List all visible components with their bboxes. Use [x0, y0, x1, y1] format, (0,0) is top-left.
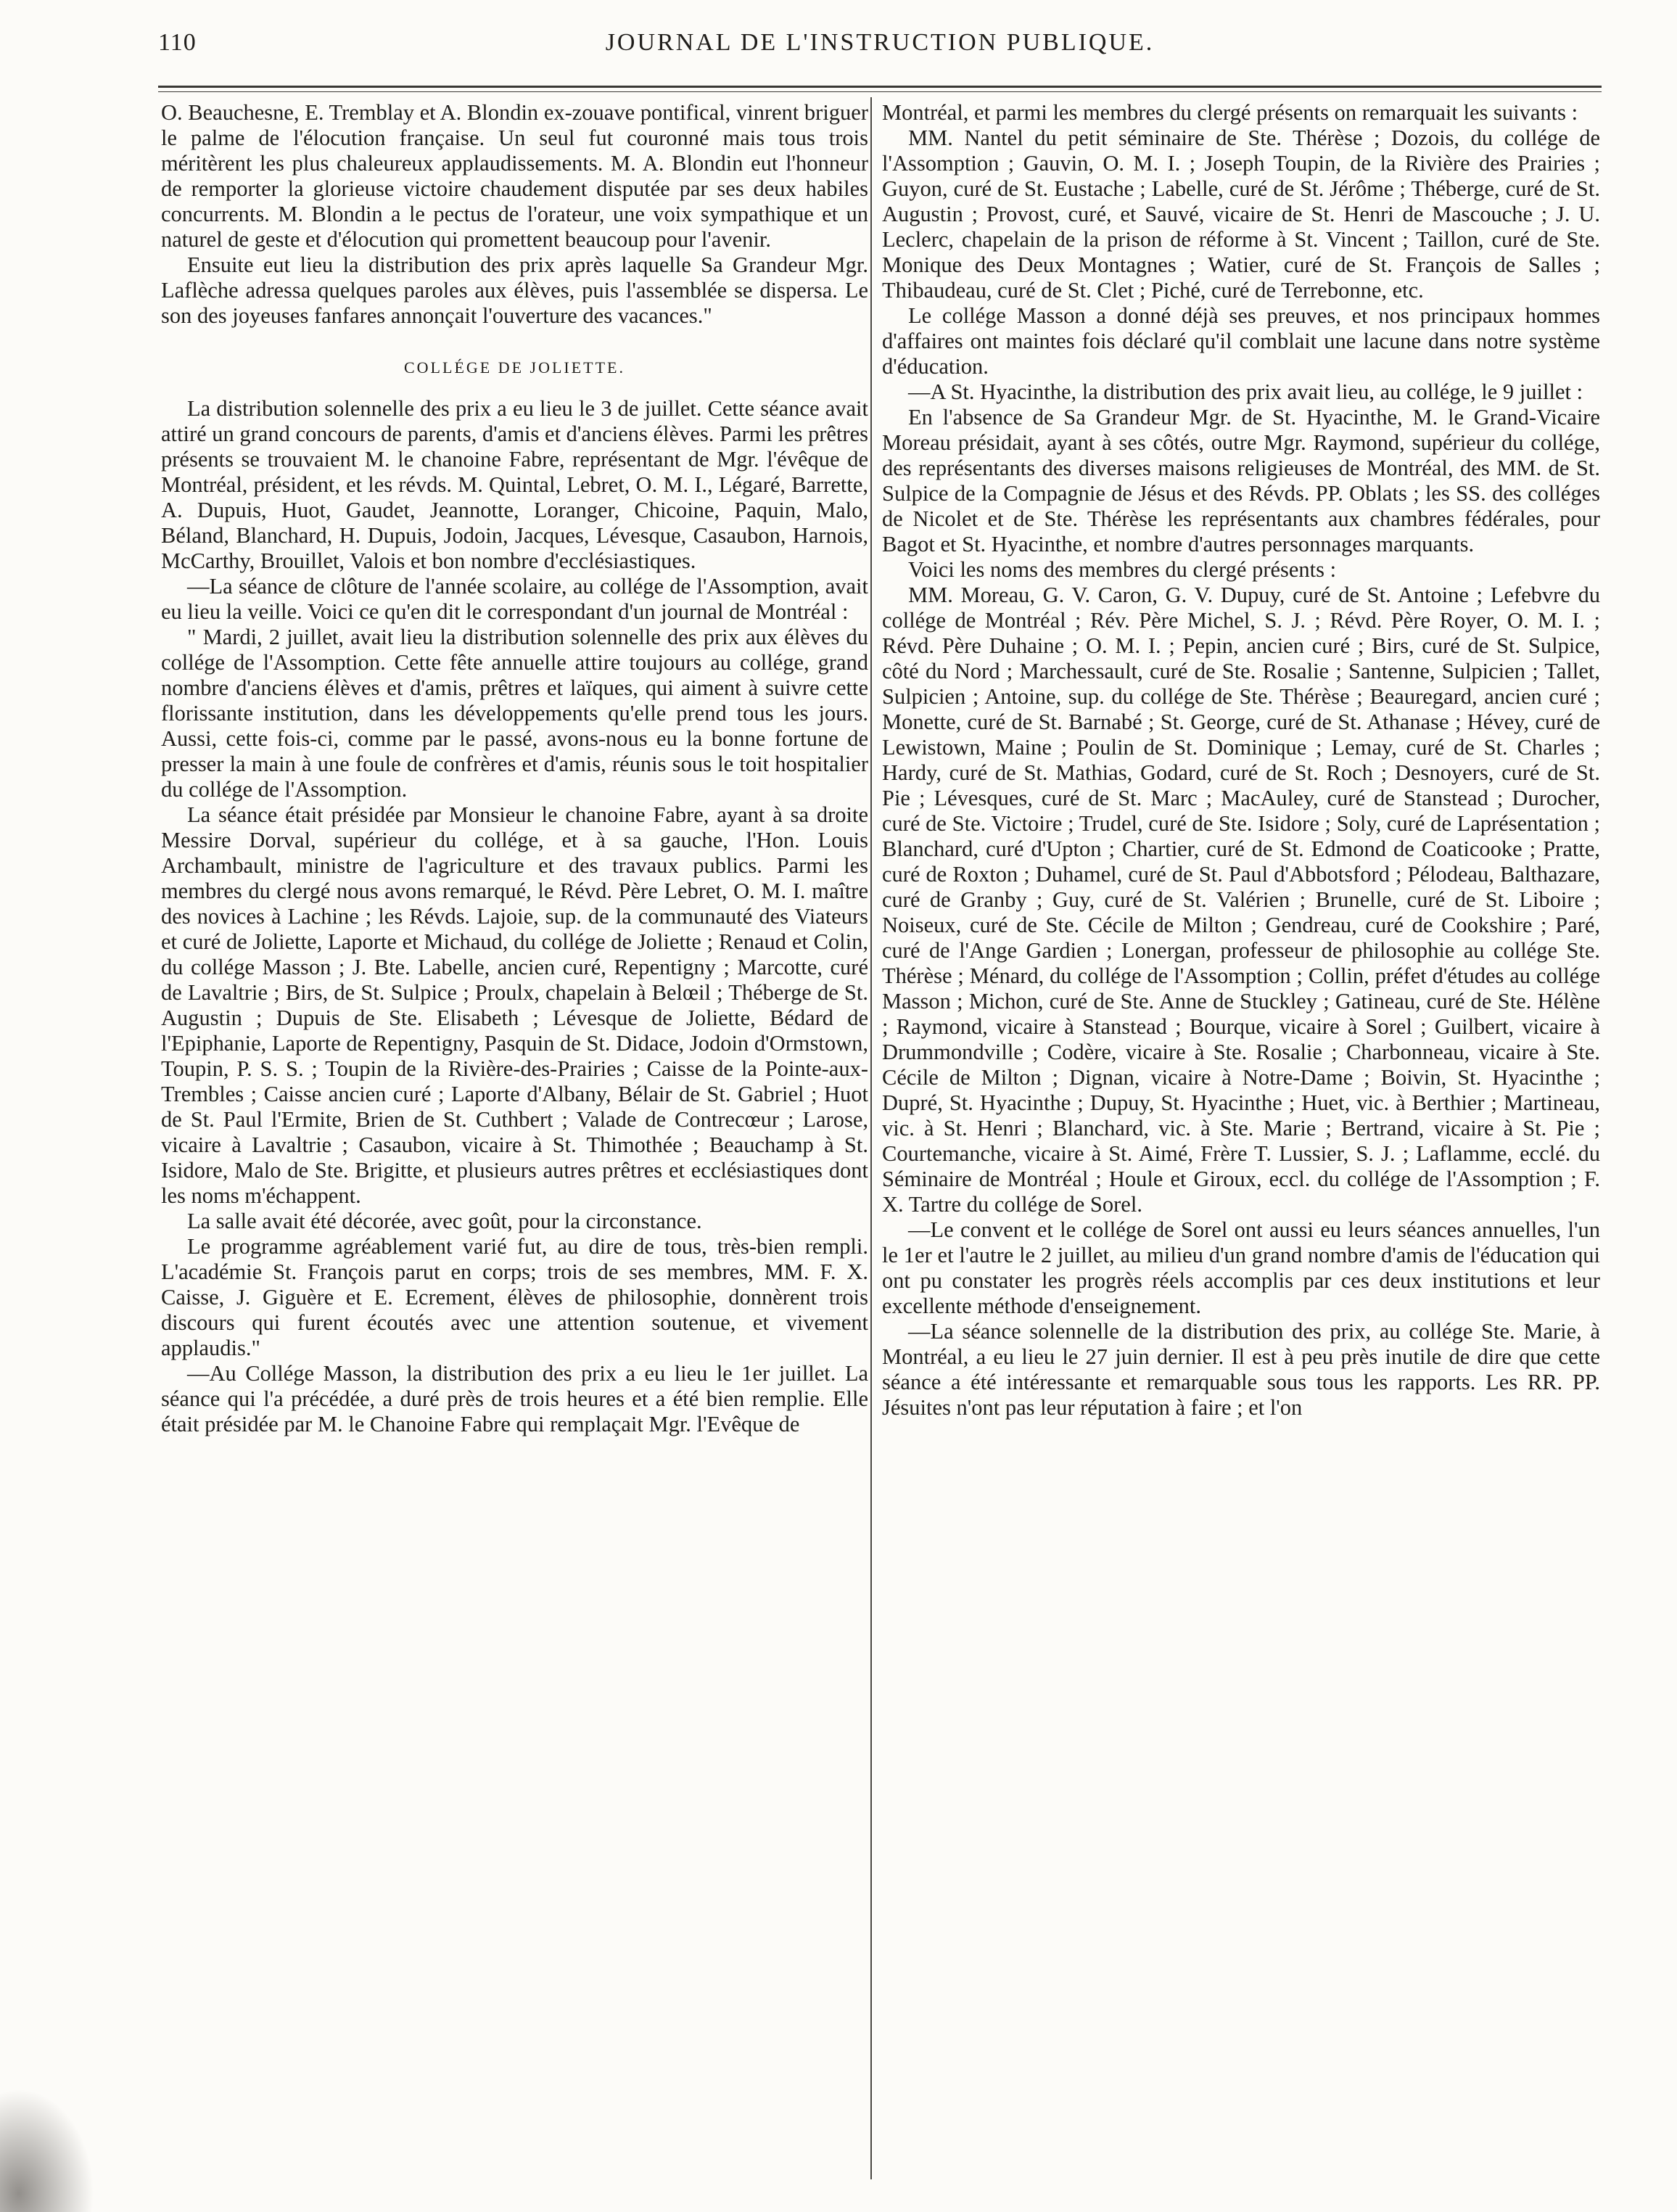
scan-smudge	[0, 2089, 94, 2212]
paragraph: —La séance de clôture de l'année scolaire, au collége de l'Assomption, avait eu lieu la veille. Voici ce qu'en dit le correspondant d'un journal de Montréal :	[161, 574, 868, 624]
paragraph: Le collége Masson a donné déjà ses preuves, et nos principaux hommes d'affaires ont maintes fois déclaré qu'il comblait une lacune dans notre système d'éducation.	[882, 303, 1600, 379]
paragraph: —Au Collége Masson, la distribution des prix a eu lieu le 1er juillet. La séance qui l'a précédée, a duré près de trois heures et a été bien remplie. Elle était présidée par M. le Chanoine Fabre qui remplaçait Mgr. l'Evêque de	[161, 1361, 868, 1436]
paragraph: MM. Nantel du petit séminaire de Ste. Thérèse ; Dozois, du collége de l'Assomption ; Gauvin, O. M. I. ; Joseph Toupin, de la Rivière des Prairies ; Guyon, curé de St. Eustache ; Labelle, curé de St. Jérôme ; Théberge, curé de St. Augustin ; Provost, curé, et Sauvé, vicaire de St. Henri de Mascouche ; J. U. Leclerc, chapelain de la prison de réforme à St. Vincent ; Taillon, curé de Ste. Monique des Deux Montagnes ; Watier, curé de St. François de Salles ; Thibaudeau, curé de St. Clet ; Piché, curé de Terrebonne, etc.	[882, 126, 1600, 303]
page-number: 110	[158, 29, 197, 56]
journal-title: JOURNAL DE L'INSTRUCTION PUBLIQUE.	[605, 29, 1155, 56]
paragraph: La séance était présidée par Monsieur le chanoine Fabre, ayant à sa droite Messire Dorval, supérieur du collége, et à sa gauche, l'Hon. Louis Archambault, ministre de l'agriculture et des travaux publics. Parmi les membres du clergé nous avons remarqué, le Révd. Père Lebret, O. M. I. maître des novices à Lachine ; les Révds. Lajoie, sup. de la communauté des Viateurs et curé de Joliette, Laporte et Michaud, du collége de Joliette ; Renaud et Colin, du collége Masson ; J. Bte. Labelle, ancien curé, Repentigny ; Marcotte, curé de Lavaltrie ; Birs, de St. Sulpice ; Proulx, chapelain à Belœil ; Théberge de St. Augustin ; Dupuis de Ste. Elisabeth ; Lévesque de Joliette, Bédard de l'Epiphanie, Laporte de Repentigny, Pasquin de St. Didace, Jodoin d'Ormstown, Toupin, P. S. S. ; Toupin de la Rivière-des-Prairies ; Caisse de la Pointe-aux-Trembles ; Caisse ancien curé ; Laporte d'Albany, Bélair de St. Gabriel ; Huot de St. Paul l'Ermite, Brien de St. Cuthbert ; Valade de Contrecœur ; Larose, vicaire à Lavaltrie ; Casaubon, vicaire à St. Thimothée ; Beauchamp à St. Isidore, Malo de Ste. Brigitte, et plusieurs autres prêtres et ecclésiastiques dont les noms m'échappent.	[161, 802, 868, 1208]
paragraph: Voici les noms des membres du clergé présents :	[908, 557, 1337, 582]
paragraph: Ensuite eut lieu la distribution des prix après laquelle Sa Grandeur Mgr. Laflèche adressa quelques paroles aux élèves, puis l'assemblée se dispersa. Le son des joyeuses fanfares annonçait l'ouverture des vacances."	[161, 252, 868, 328]
header-rule-thin	[158, 91, 1602, 92]
right-column	[882, 100, 1600, 1420]
paragraph: MM. Moreau, G. V. Caron, G. V. Dupuy, curé de St. Antoine ; Lefebvre du collége de Montréal ; Rév. Père Michel, S. J. ; Révd. Père Royer, O. M. I. ; Révd. Père Duhaine ; O. M. I. ; Pepin, ancien curé ; Birs, curé de St. Sulpice, côté du Nord ; Marchessault, curé de Ste. Rosalie ; Santenne, Sulpicien ; Tallet, Sulpicien ; Antoine, sup. du collége de Ste. Thérèse ; Beauregard, ancien curé ; Monette, curé de St. Barnabé ; St. George, curé de St. Athanase ; Hévey, curé de Lewistown, Maine ; Poulin de St. Dominique ; Lemay, curé de St. Charles ; Hardy, curé de St. Mathias, Godard, curé de St. Roch ; Desnoyers, curé de St. Pie ; Lévesques, curé de St. Marc ; MacAuley, curé de Stanstead ; Durocher, curé de Ste. Victoire ; Trudel, curé de Ste. Isidore ; Soly, curé de Laprésentation ; Blanchard, curé d'Upton ; Chartier, curé de St. Edmond de Coaticooke ; Pratte, curé de Roxton ; Duhamel, curé de St. Paul d'Abbotsford ; Pélodeau, Balthazare, curé de Granby ; Guy, curé de St. Valérien ; Brunelle, curé de St. Liboire ; Noiseux, curé de Ste. Cécile de Milton ; Gendreau, curé de Cookshire ; Paré, curé de l'Ange Gardien ; Lonergan, professeur de philosophie au collége Ste. Thérèse ; Ménard, du collége de l'Assomption ; Collin, préfet d'études au collége Masson ; Michon, curé de Ste. Anne de Stuckley ; Gatineau, curé de Ste. Hélène ; Raymond, vicaire à Stanstead ; Bourque, vicaire à Sorel ; Guilbert, vicaire à Drummondville ; Codère, vicaire à Ste. Rosalie ; Charbonneau, vicaire à Ste. Cécile de Milton ; Dignan, vicaire à Notre-Dame ; Boivin, St. Hyacinthe ; Dupré, St. Hyacinthe ; Dupuy, St. Hyacinthe ; Huet, vic. à Berthier ; Martineau, vic. à St. Henri ; Blanchard, vic. à Ste. Marie ; Bertrand, vicaire à St. Pie ; Courtemanche, vicaire à St. Aimé, Frère T. Lussier, S. J. ; Laflamme, ecclé. du Séminaire de Montréal ; Houle et Giroux, eccl. du collége de l'Assomption ; F. X. Tartre du collége de Sorel.	[882, 583, 1600, 1217]
left-column	[161, 100, 868, 1437]
header-rule	[158, 86, 1602, 88]
paragraph: La salle avait été décorée, avec goût, pour la circonstance.	[187, 1209, 702, 1233]
paragraph: " Mardi, 2 juillet, avait lieu la distribution solennelle des prix aux élèves du collége de l'Assomption. Cette fête annuelle attire toujours au collége, grand nombre d'anciens élèves et d'amis, prêtres et laïques, qui aiment à suivre cette florissante institution, dans les développements qu'elle prend tous les jours. Aussi, cette fois-ci, comme par le passé, avons-nous eu la bonne fortune de presser la main à une foule de confrères et d'amis, réunis sous le toit hospitalier du collége de l'Assomption.	[161, 625, 868, 802]
page-header	[158, 22, 1602, 65]
paragraph: La distribution solennelle des prix a eu lieu le 3 de juillet. Cette séance avait attiré un grand concours de parents, d'amis et d'anciens élèves. Parmi les prêtres présents se trouvaient M. le chanoine Fabre, représentant de Mgr. l'évêque de Montréal, président, et les révds. M. Quintal, Lebret, O. M. I., Légaré, Barrette, A. Dupuis, Huot, Gaudet, Jeannotte, Loranger, Chicoine, Paquin, Malo, Béland, Blanchard, H. Dupuis, Jodoin, Jacques, Lévesque, Casaubon, Harnois, McCarthy, Brouillet, Valois et bon nombre d'ecclésiastiques.	[161, 396, 868, 573]
section-heading: COLLÉGE DE JOLIETTE.	[404, 358, 625, 377]
paragraph: Le programme agréablement varié fut, au dire de tous, très-bien rempli. L'académie St. François parut en corps; trois de ses membres, MM. F. X. Caisse, J. Giguère et E. Ecrement, élèves de philosophie, donnèrent trois discours qui furent écoutés avec une attention soutenue, et vivement applaudis."	[161, 1234, 868, 1360]
column-divider	[870, 97, 872, 2179]
paragraph: En l'absence de Sa Grandeur Mgr. de St. Hyacinthe, M. le Grand-Vicaire Moreau présidait, ayant à ses côtés, outre Mgr. Raymond, supérieur du collége, des représentants des diverses maisons religieuses de Montréal, des MM. de St. Sulpice de la Compagnie de Jésus et des Révds. PP. Oblats ; les SS. des colléges de Nicolet et de Ste. Thérèse les représentants aux chambres fédérales, pour Bagot et St. Hyacinthe, et nombre d'autres personnages marquants.	[882, 405, 1600, 556]
paragraph: —Le convent et le collége de Sorel ont aussi eu leurs séances annuelles, l'un le 1er et l'autre le 2 juillet, au milieu d'un grand nombre d'amis de l'éducation qui ont pu constater les progrès réels accomplis par ces deux institutions et leur excellente méthode d'enseignement.	[882, 1217, 1600, 1318]
paragraph: Montréal, et parmi les membres du clergé présents on remarquait les suivants :	[882, 100, 1578, 125]
paragraph: O. Beauchesne, E. Tremblay et A. Blondin ex-zouave pontifical, vinrent briguer le palme de l'élocution française. Un seul fut couronné mais tous trois méritèrent les plus chaleureux applaudissements. M. A. Blondin eut l'honneur de remporter la glorieuse victoire chaudement disputée par ses deux habiles concurrents. M. Blondin a le pectus de l'orateur, une voix sympathique et un naturel de geste et d'élocution qui promettent beaucoup pour l'avenir.	[161, 100, 868, 252]
paragraph: —La séance solennelle de la distribution des prix, au collége Ste. Marie, à Montréal, a eu lieu le 27 juin dernier. Il est à peu près inutile de dire que cette séance a été intéressante et remarquable sous tous les rapports. Les RR. PP. Jésuites n'ont pas leur réputation à faire ; et l'on	[882, 1319, 1600, 1420]
paragraph: —A St. Hyacinthe, la distribution des prix avait lieu, au collége, le 9 juillet :	[908, 379, 1583, 404]
